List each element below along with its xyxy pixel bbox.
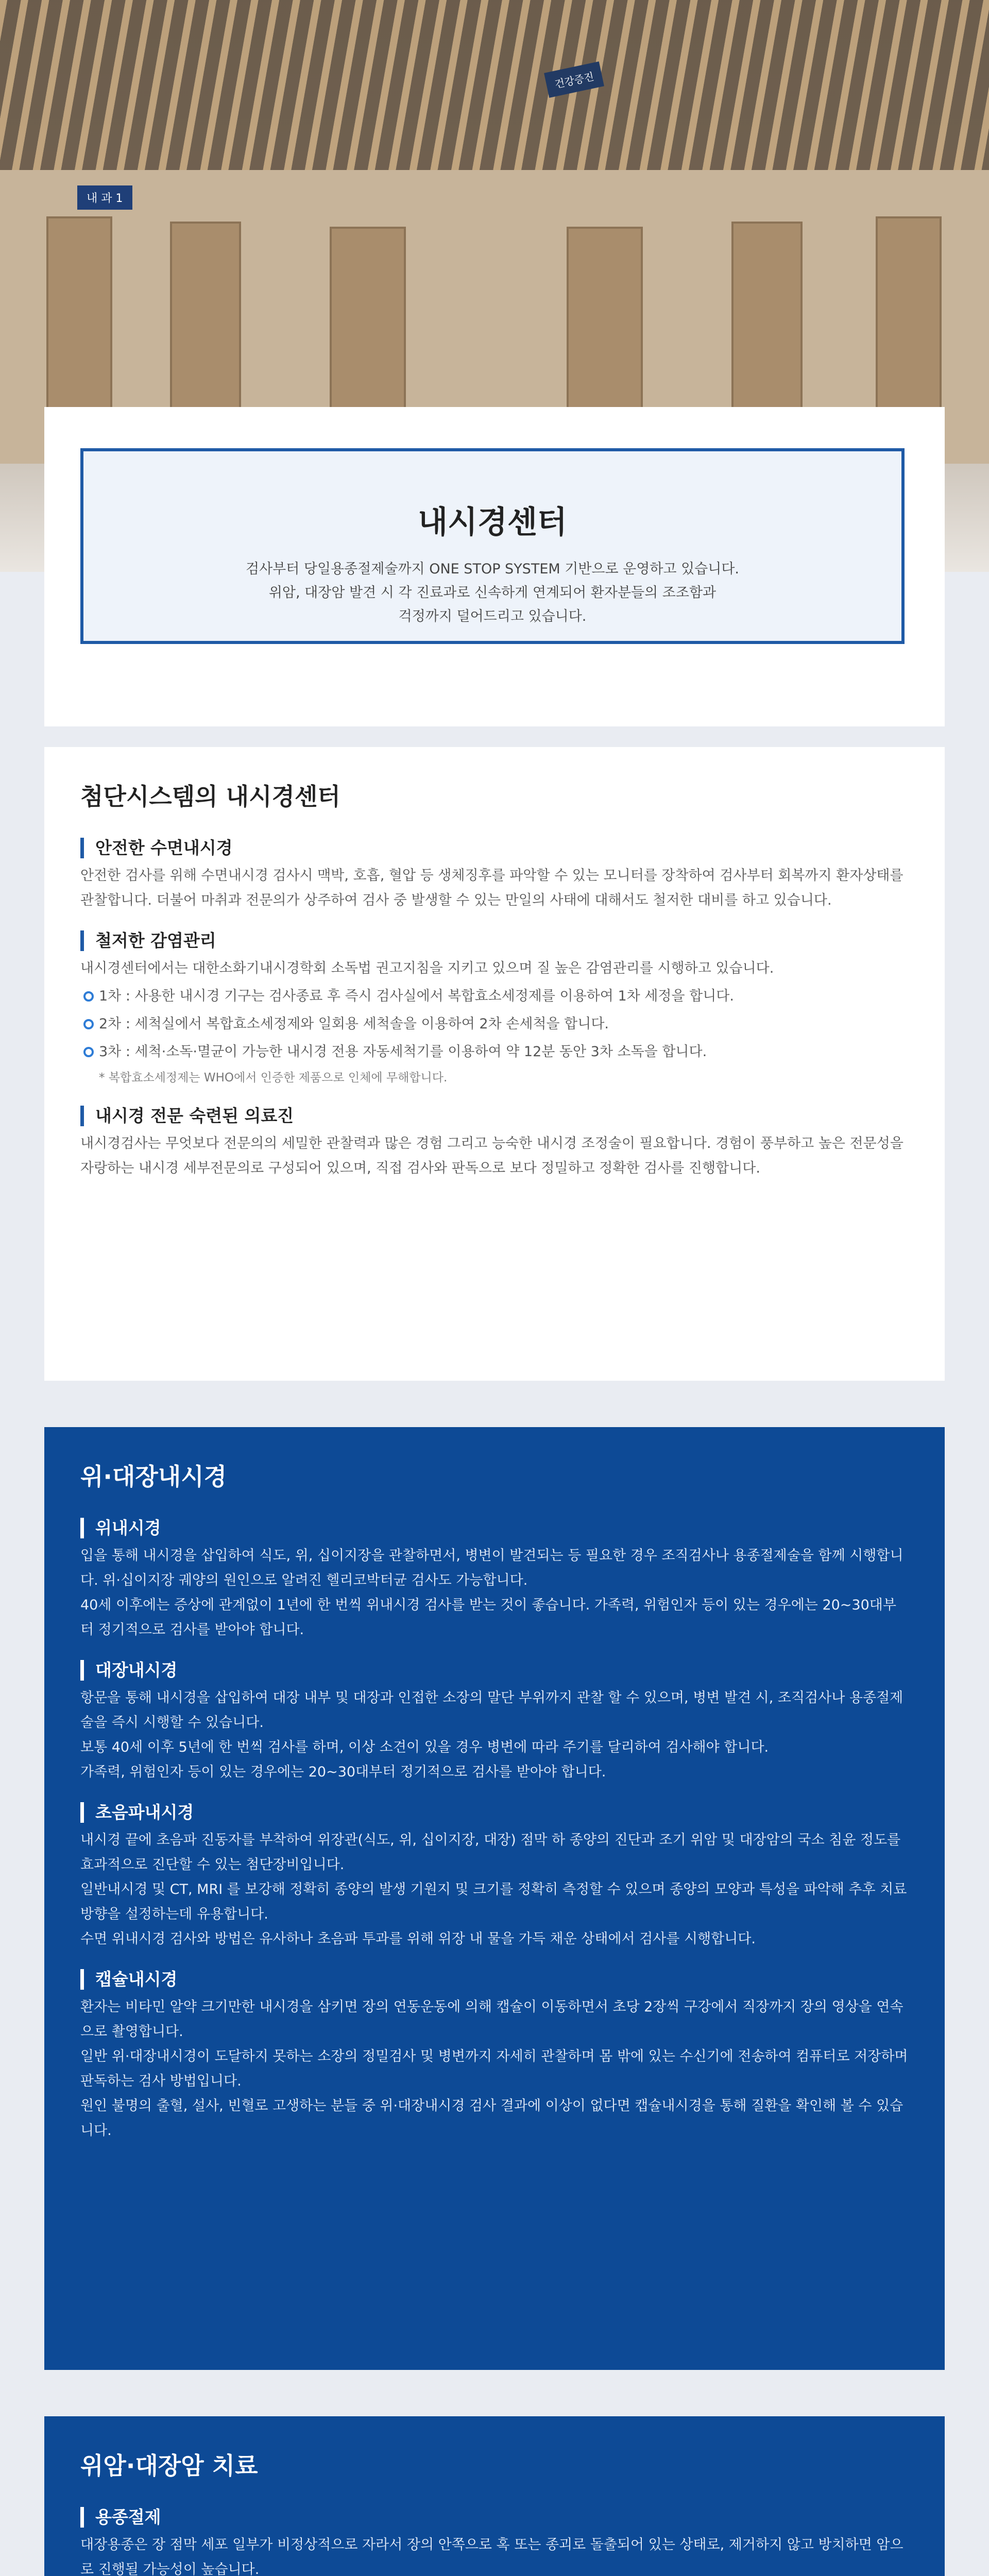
subsection-title: 캡슐내시경 [80,1969,909,1990]
hallway-sign: 내 과 1 [77,185,132,210]
intro-description [209,557,776,629]
subsection-title: 내시경 전문 숙련된 의료진 [80,1106,909,1126]
subsection-title: 철저한 감염관리 [80,930,909,951]
paragraph: 항문을 통해 내시경을 삽입하여 대장 내부 및 대장과 인접한 소장의 말단 부위까지 관찰 할 수 있으며, 병변 발견 시, 조직검사나 용종절제술을 즉시 시행할 수 있습니다. [80,1690,903,1731]
section-title: 위·대장내시경 [80,1463,227,1490]
paragraph: 환자는 비타민 알약 크기만한 내시경을 삼키면 장의 연동운동에 의해 캡슐이 이동하면서 초당 2장씩 구강에서 직장까지 장의 영상을 연속으로 촬영합니다. [80,1999,903,2040]
section-title: 첨단시스템의 내시경센터 [80,783,340,810]
subsection-title: 초음파내시경 [80,1802,909,1823]
subsection-title: 용종절제 [80,2507,909,2528]
intro-section [44,407,945,726]
section-title: 위암·대장암 치료 [80,2452,258,2480]
intro-box [80,448,905,644]
advanced-system-section [44,747,945,1381]
paragraph: 입을 통해 내시경을 삽입하여 식도, 위, 십이지장을 관찰하면서, 병변이 발견되는 등 필요한 경우 조직검사나 용종절제술을 함께 시행합니다. 위·십이지장 궤양의 원인으로 알려진 헬리코박터균 검사도 가능합니다. [80,1548,903,1588]
paragraph: 대장용종은 장 점막 세포 일부가 비정상적으로 자라서 장의 안쪽으로 혹 또는 종괴로 돌출되어 있는 상태로, 제거하지 않고 방치하면 암으로 진행될 가능성이 높습니다. [80,2537,903,2576]
paragraph: 40세 이후에는 증상에 관계없이 1년에 한 번씩 위내시경 검사를 받는 것이 좋습니다. 가족력, 위험인자 등이 있는 경우에는 20~30대부터 정기적으로 검사를 받아야 합니다. [80,1597,896,1638]
list-item: 2차 : 세척실에서 복합효소세정제와 일회용 세척솔을 이용하여 2차 손세척을 합니다. [80,1012,909,1037]
list-item: 3차 : 세척·소독·멸균이 가능한 내시경 전용 자동세척기를 이용하여 약 12분 동안 3차 소독을 합니다. [80,1040,909,1064]
paragraph: 내시경검사는 무엇보다 전문의의 세밀한 관찰력과 많은 경험 그리고 능숙한 내시경 조정술이 필요합니다. 경험이 풍부하고 높은 전문성을 자랑하는 내시경 세부전문의로 구성되어 있으며, 직접 검사와 판독으로 보다 정밀하고 정확한 검사를 진행합니다. [80,1136,903,1176]
cancer-treatment-section [44,2416,945,2576]
paragraph: 일반내시경 및 CT, MRI 를 보강해 정확히 종양의 발생 기원지 및 크기를 정확히 측정할 수 있으며 종양의 모양과 특성을 파악해 추후 치료 방향을 설정하는데 유용합니다. [80,1882,907,1922]
paragraph: 보통 40세 이후 5년에 한 번씩 검사를 하며, 이상 소견이 있을 경우 병변에 따라 주기를 달리하여 검사해야 합니다. [80,1739,769,1755]
subsection-title: 위내시경 [80,1518,909,1538]
hanging-sign: 건강증진 [544,61,604,98]
list-item: 1차 : 사용한 내시경 기구는 검사종료 후 즉시 검사실에서 복합효소세정제를 이용하여 1차 세정을 합니다. [80,984,909,1009]
page-title: 내시경센터 [418,504,567,540]
paragraph: 내시경센터에서는 대한소화기내시경학회 소독법 권고지침을 지키고 있으며 질 높은 감염관리를 시행하고 있습니다. [80,960,774,976]
intro-line: 걱정까지 덜어드리고 있습니다. [398,608,587,624]
paragraph: 안전한 검사를 위해 수면내시경 검사시 맥박, 호흡, 혈압 등 생체징후를 파악할 수 있는 모니터를 장착하여 검사부터 회복까지 환자상태를 관찰합니다. 더불어 마취과 전문의가 상주하여 검사 중 발생할 수 있는 만일의 사태에 대해서도 철저한 대비를 하고 있습니다. [80,868,903,908]
paragraph: 내시경 끝에 초음파 진동자를 부착하여 위장관(식도, 위, 십이지장, 대장) 점막 하 종양의 진단과 조기 위암 및 대장암의 국소 침윤 정도를 효과적으로 진단할 수 있는 첨단장비입니다. [80,1832,901,1873]
gi-endoscopy-section [44,1427,945,2370]
subsection-title: 안전한 수면내시경 [80,838,909,858]
subsection-title: 대장내시경 [80,1660,909,1681]
paragraph: 가족력, 위험인자 등이 있는 경우에는 20~30대부터 정기적으로 검사를 받아야 합니다. [80,1764,606,1780]
ceiling-slats [0,0,989,185]
paragraph: 수면 위내시경 검사와 방법은 유사하나 초음파 투과를 위해 위장 내 물을 가득 채운 상태에서 검사를 시행합니다. [80,1931,756,1947]
footnote: * 복합효소세정제는 WHO에서 인증한 제품으로 인체에 무해합니다. [99,1071,448,1084]
paragraph: 원인 불명의 출혈, 설사, 빈혈로 고생하는 분들 중 위·대장내시경 검사 결과에 이상이 없다면 캡슐내시경을 통해 질환을 확인해 볼 수 있습니다. [80,2098,903,2139]
intro-line: 검사부터 당일용종절제술까지 ONE STOP SYSTEM 기반으로 운영하고 있습니다. [245,561,739,577]
intro-line: 위암, 대장암 발견 시 각 진료과로 신속하게 연계되어 환자분들의 조조함과 [268,585,717,601]
paragraph: 일반 위·대장내시경이 도달하지 못하는 소장의 정밀검사 및 병변까지 자세히 관찰하며 몸 밖에 있는 수신기에 전송하여 컴퓨터로 저장하며 판독하는 검사 방법입니다. [80,2048,908,2089]
